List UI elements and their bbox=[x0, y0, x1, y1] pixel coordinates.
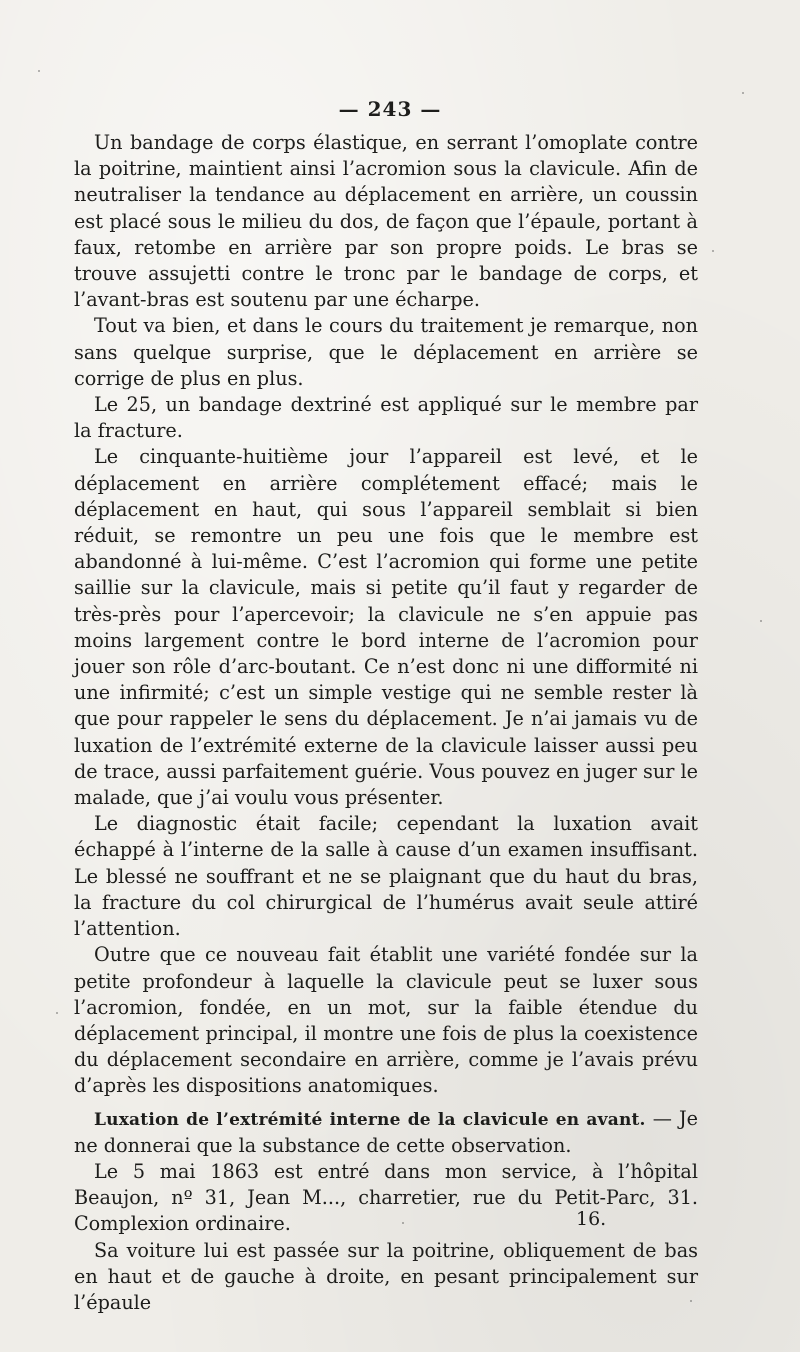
paragraph-3: Le 25, un bandage dextriné est appliqué sur le membre par la fracture. bbox=[74, 393, 698, 443]
speck bbox=[742, 92, 744, 94]
section-paragraph bbox=[74, 1106, 698, 1159]
section-title: Luxation de l’extrémité interne de la clavicule en avant. bbox=[94, 1109, 646, 1130]
signature-mark: 16. bbox=[576, 1208, 607, 1230]
speck bbox=[712, 250, 714, 252]
speck bbox=[760, 620, 762, 622]
paragraph-8: Sa voiture lui est passée sur la poitrine, obliquement de bas en haut et de gauche à droite, en pesant principalement sur l’épaule bbox=[74, 1238, 698, 1314]
speck bbox=[402, 1222, 404, 1224]
paragraph-2: Tout va bien, et dans le cours du traitement je remarque, non sans quelque surprise, que le déplacement en arrière se corrige de plus en plus. bbox=[74, 314, 698, 390]
speck bbox=[56, 1012, 58, 1014]
section-intro: — Je ne donnerai que la substance de cette observation. bbox=[74, 1106, 698, 1157]
paragraph-4: Le cinquante-huitième jour l’appareil est levé, et le déplacement en arrière complétement effacé; mais le déplacement en haut, qui sous l’appareil semblait si bien réduit, se remontre un peu une fois que le membre est abandonné à lui-même. C’est l’acromion qui forme une petite saillie sur la clavicule, mais si petite qu’il faut y regarder de très-près pour l’apercevoir; la clavicule ne s’en appuie pas moins largement contre le bord interne de l’acromion pour jouer son rôle d’arc-boutant. Ce n’est donc ni une difformité ni une infirmité; c’est un simple vestige qui ne semble rester là que pour rappeler le sens du déplacement. Je n’ai jamais vu de luxation de l’extrémité externe de la clavicule laisser aussi peu de trace, aussi parfaitement guérie. Vous pouvez en juger sur le malade, que j’ai voulu vous présenter. bbox=[74, 445, 698, 810]
speck bbox=[38, 70, 40, 72]
page-number-header: — 243 — bbox=[338, 97, 442, 121]
paragraph-7: Le 5 mai 1863 est entré dans mon service, à l’hôpital Beaujon, nº 31, Jean M..., charretier, rue du Petit-Parc, 31. Complexion ordinaire. bbox=[74, 1159, 698, 1236]
paragraph-1: Un bandage de corps élastique, en serrant l’omoplate contre la poitrine, maintient ainsi l’acromion sous la clavicule. Afin de neutraliser la tendance au déplacement en arrière, un coussin est placé sous le milieu du dos, de façon que l’épaule, portant à faux, retombe en arrière par son propre poids. Le bras se trouve assujetti contre le tronc par le bandage de corps, et l’avant-bras est soutenu par une écharpe. bbox=[74, 131, 698, 312]
paragraph-6: Outre que ce nouveau fait établit une variété fondée sur la petite profondeur à laquelle la clavicule peut se luxer sous l’acromion, fondée, en un mot, sur la faible étendue du déplacement principal, il montre une fois de plus la coexistence du déplacement secondaire en arrière, comme je l’avais prévu d’après les dispositions anatomiques. bbox=[74, 943, 698, 1098]
body-text bbox=[74, 130, 698, 1316]
paragraph-5: Le diagnostic était facile; cependant la luxation avait échappé à l’interne de la salle à cause d’un examen insuffisant. Le blessé ne souffrant et ne se plaignant que du haut du bras, la fracture du col chirurgical de l’humérus avait seule attiré l’attention. bbox=[74, 812, 698, 941]
speck bbox=[690, 1300, 692, 1302]
